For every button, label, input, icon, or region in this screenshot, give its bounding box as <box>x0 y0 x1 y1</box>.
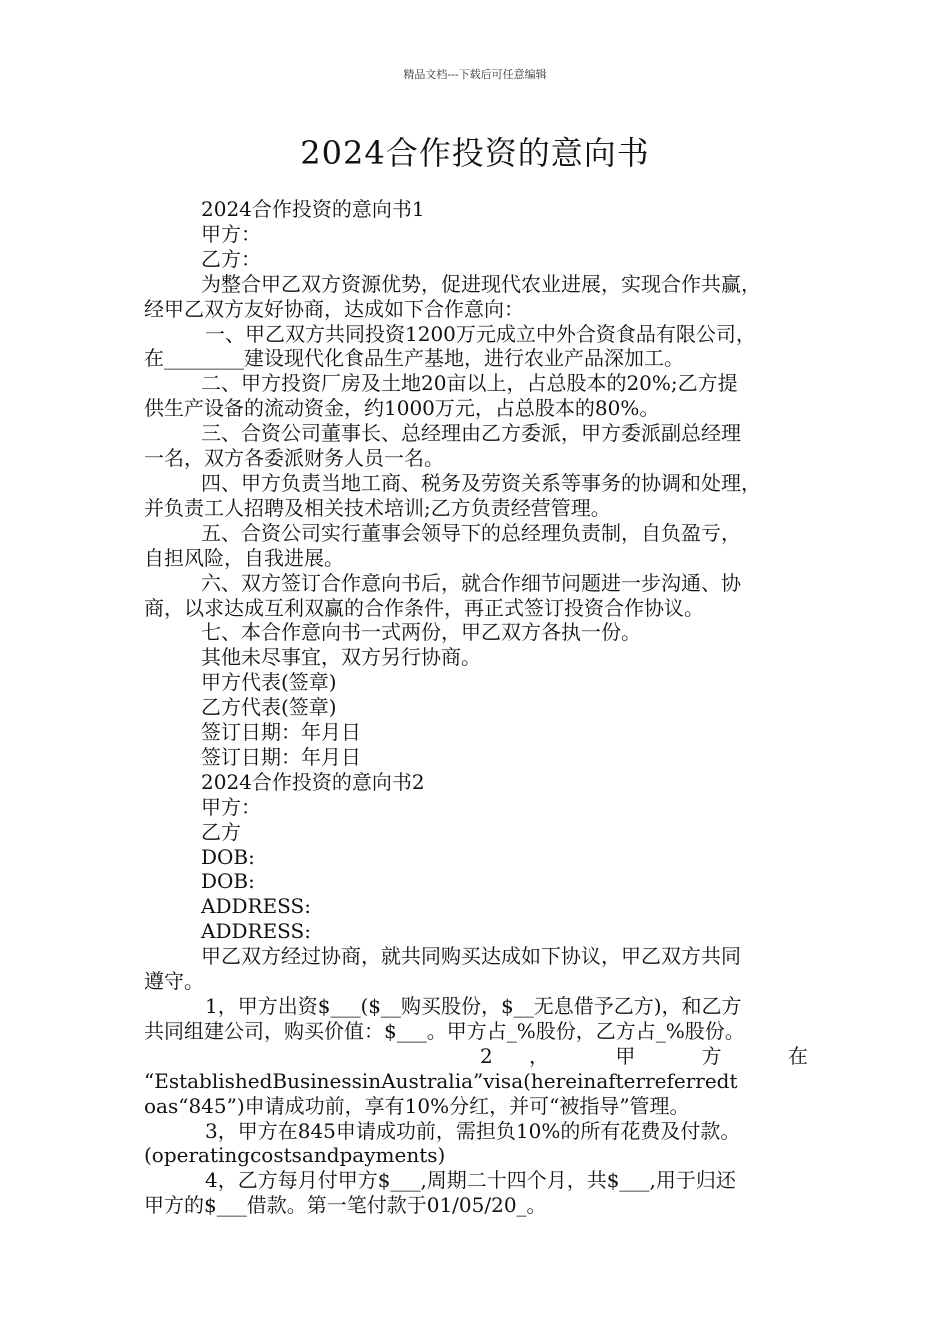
paragraph-line: 为整合甲乙双方资源优势，促进现代农业进展，实现合作共赢， <box>201 271 761 296</box>
party-a-label: 甲方： <box>201 794 261 819</box>
clause-line: 甲方的$___借款。第一笔付款于01/05/20_。 <box>144 1193 547 1218</box>
paragraph-line: 遵守。 <box>144 969 204 994</box>
clause-line: 共同组建公司，购买价值：$___。甲方占_%股份，乙方占_%股份。 <box>144 1018 745 1043</box>
clause-line: “EstablishedBusinessinAustralia”visa(hereinafterreferredt <box>144 1068 738 1093</box>
document-title: 2024合作投资的意向书 <box>300 134 650 172</box>
signing-date: 签订日期：年月日 <box>201 720 361 745</box>
clause-line: 六、双方签订合作意向书后，就合作细节问题进一步沟通、协 <box>201 570 741 595</box>
clause-line: 一、甲乙双方共同投资1200万元成立中外合资食品有限公司， <box>205 321 756 346</box>
party-a-label: 甲方： <box>201 221 261 246</box>
paragraph-line: 甲乙双方经过协商，就共同购买达成如下协议，甲乙双方共同 <box>201 944 741 969</box>
clause-line: 1，甲方出资$___($__购买股份，$__无息借予乙方)，和乙方 <box>205 994 742 1018</box>
section-heading-1: 2024合作投资的意向书1 <box>201 197 425 221</box>
clause-line: 七、本合作意向书一式两份，甲乙双方各执一份。 <box>201 620 641 645</box>
address-field: ADDRESS: <box>201 894 311 919</box>
clause-line: 3，甲方在845申请成功前，需担负10%的所有花费及付款。 <box>205 1118 741 1143</box>
address-field: ADDRESS: <box>201 919 311 944</box>
clause-line: oas“845”)申请成功前，享有10%分红，并可“被指导”管理。 <box>144 1093 690 1118</box>
clause-line: 2 ， 甲 方 在 <box>480 1043 808 1068</box>
clause-line: 自担风险，自我进展。 <box>144 545 344 570</box>
paragraph-line: 经甲乙双方友好协商，达成如下合作意向： <box>144 296 524 321</box>
signature-line-a: 甲方代表(签章) <box>201 670 337 695</box>
signing-date: 签订日期：年月日 <box>201 744 361 769</box>
paragraph-line: 其他未尽事宜，双方另行协商。 <box>201 645 481 670</box>
dob-field: DOB: <box>201 844 255 869</box>
clause-line: 一名，双方各委派财务人员一名。 <box>144 446 444 471</box>
clause-line: 商，以求达成互利双赢的合作条件，再正式签订投资合作协议。 <box>144 595 704 620</box>
clause-line: 4，乙方每月付甲方$___,周期二十四个月，共$___,用于归还 <box>205 1168 736 1193</box>
section-heading-2: 2024合作投资的意向书2 <box>201 769 425 794</box>
clause-line: 四、甲方负责当地工商、税务及劳资关系等事务的协调和处理， <box>201 470 761 495</box>
party-b-label: 乙方： <box>201 246 261 271</box>
party-b-label: 乙方 <box>201 819 241 844</box>
clause-line: 并负责工人招聘及相关技术培训;乙方负责经营管理。 <box>144 495 611 520</box>
clause-line: (operatingcostsandpayments) <box>144 1143 446 1168</box>
clause-line: 在________建设现代化食品生产基地，进行农业产品深加工。 <box>144 346 684 371</box>
dob-field: DOB: <box>201 869 255 894</box>
clause-line: 供生产设备的流动资金，约1000万元，占总股本的80%。 <box>144 396 660 421</box>
signature-line-b: 乙方代表(签章) <box>201 695 337 720</box>
clause-line: 五、合资公司实行董事会领导下的总经理负责制，自负盈亏， <box>201 520 741 545</box>
clause-line: 二、甲方投资厂房及土地20亩以上，占总股本的20%;乙方提 <box>201 371 738 396</box>
page-header: 精品文档---下载后可任意编辑 <box>403 68 547 81</box>
clause-line: 三、合资公司董事长、总经理由乙方委派，甲方委派副总经理 <box>201 421 741 446</box>
document-body <box>144 197 808 1218</box>
